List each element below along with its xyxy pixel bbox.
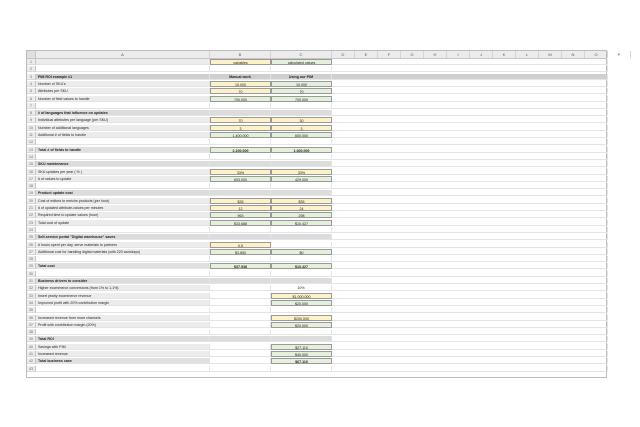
empty-cells[interactable]	[332, 117, 608, 123]
table-row	[27, 344, 606, 350]
column-header-a[interactable]: A	[36, 51, 210, 58]
table-row	[27, 81, 606, 87]
empty-cells[interactable]	[332, 205, 608, 211]
table-row	[27, 366, 606, 372]
cell-c-pim-value[interactable]: 10%	[271, 285, 332, 291]
cell-b-manual-value[interactable]	[210, 234, 271, 240]
table-row	[27, 96, 606, 102]
cell-b-manual-value[interactable]: 12	[210, 205, 271, 211]
cell-c-pim-value[interactable]: 298	[271, 212, 332, 218]
cell-b-manual-value[interactable]	[210, 271, 271, 277]
empty-cells[interactable]	[332, 139, 608, 145]
cell-b-manual-value[interactable]	[210, 256, 271, 262]
cell-a-label[interactable]	[36, 103, 210, 109]
cell-b-manual-value[interactable]	[210, 366, 271, 372]
cell-c-pim-value[interactable]	[271, 242, 332, 248]
empty-cells[interactable]	[332, 154, 608, 160]
column-header-f[interactable]: F	[378, 51, 401, 58]
empty-cells[interactable]	[332, 242, 608, 248]
cell-b-manual-value[interactable]: 70	[210, 88, 271, 94]
column-header-p[interactable]: P	[608, 51, 631, 58]
cell-c-pim-value[interactable]: 70	[271, 88, 332, 94]
cell-b-manual-value[interactable]	[210, 351, 271, 357]
row-number[interactable]: 17	[27, 176, 36, 182]
column-header-o[interactable]: O	[585, 51, 608, 58]
cell-c-pim-value[interactable]	[271, 227, 332, 233]
cell-b-manual-value[interactable]: 33%	[210, 169, 271, 175]
cell-b-manual-value[interactable]	[210, 293, 271, 299]
cell-b-manual-value[interactable]: Manual work	[210, 74, 271, 80]
empty-cells[interactable]	[332, 198, 608, 204]
cell-a-label[interactable]: Self-service portal "Digital warehouse" saves	[36, 234, 210, 240]
row-number[interactable]: 21	[27, 205, 36, 211]
cell-b-manual-value[interactable]: $37.538	[210, 263, 271, 269]
empty-cells[interactable]	[332, 190, 608, 196]
cell-c-pim-value[interactable]	[271, 329, 332, 335]
cell-c-pim-value[interactable]	[271, 66, 332, 72]
row-number[interactable]: 28	[27, 256, 36, 262]
row-number[interactable]: 24	[27, 227, 36, 233]
empty-cells[interactable]	[332, 366, 608, 372]
table-row	[27, 322, 606, 328]
table-row	[27, 227, 606, 233]
row-number[interactable]: 32	[27, 285, 36, 291]
table-row	[27, 329, 606, 335]
cell-a-label[interactable]	[36, 307, 210, 313]
empty-cells[interactable]	[332, 249, 608, 255]
empty-cells[interactable]	[332, 125, 608, 131]
table-row	[27, 249, 606, 255]
row-number[interactable]: 25	[27, 234, 36, 240]
cell-b-manual-value[interactable]	[210, 227, 271, 233]
row-number[interactable]: 4	[27, 81, 36, 87]
column-header-n[interactable]: N	[562, 51, 585, 58]
empty-cells[interactable]	[332, 88, 608, 94]
cell-a-label[interactable]: # hours spent per day, serve materials to partners	[36, 242, 210, 248]
cell-b-manual-value[interactable]	[210, 300, 271, 306]
column-header-i[interactable]: I	[447, 51, 470, 58]
empty-cells[interactable]	[332, 329, 608, 335]
cell-c-pim-value[interactable]: 700.000	[271, 96, 332, 102]
cell-c-pim-value[interactable]: $10.427	[271, 263, 332, 269]
cell-c-pim-value[interactable]: $0	[271, 249, 332, 255]
cell-a-label[interactable]: Improved profit with 20% contribution margin	[36, 300, 210, 306]
cell-a-label[interactable]	[36, 227, 210, 233]
empty-cells[interactable]	[332, 322, 608, 328]
table-row	[27, 242, 606, 248]
cell-a-label[interactable]: Individual attributes per language (per SKU)	[36, 117, 210, 123]
empty-cells[interactable]	[332, 344, 608, 350]
table-row	[27, 161, 606, 167]
cell-c-pim-value[interactable]: 429.000	[271, 176, 332, 182]
cell-b-manual-value[interactable]	[210, 329, 271, 335]
cell-a-label[interactable]: # of updated attribute-values per minutes	[36, 205, 210, 211]
cell-a-label[interactable]: Attributes per SKU	[36, 88, 210, 94]
table-row	[27, 256, 606, 262]
cell-c-pim-value[interactable]: $1.000.000	[271, 293, 332, 299]
cell-c-pim-value[interactable]	[271, 161, 332, 167]
cell-b-manual-value[interactable]: 2.100.000	[210, 147, 271, 153]
table-row	[27, 125, 606, 131]
row-number[interactable]: 33	[27, 293, 36, 299]
table-row	[27, 154, 606, 160]
cell-a-label[interactable]: Total cost of update	[36, 220, 210, 226]
row-number[interactable]: 2	[27, 66, 36, 72]
table-row	[27, 74, 606, 80]
empty-cells[interactable]	[332, 74, 608, 80]
cell-b-manual-value[interactable]: variables	[210, 59, 271, 65]
table-row	[27, 220, 606, 226]
row-number[interactable]: 14	[27, 154, 36, 160]
cell-a-label[interactable]: Total ROI	[36, 336, 210, 342]
row-number[interactable]: 42	[27, 358, 36, 364]
empty-cells[interactable]	[332, 132, 608, 138]
cell-a-label[interactable]: Product update cost	[36, 190, 210, 196]
cell-b-manual-value[interactable]: 70	[210, 117, 271, 123]
cell-c-pim-value[interactable]: $20.000	[271, 322, 332, 328]
row-number[interactable]: 31	[27, 278, 36, 284]
cell-b-manual-value[interactable]	[210, 336, 271, 342]
column-header-k[interactable]: K	[493, 51, 516, 58]
empty-cells[interactable]	[332, 147, 608, 153]
column-header-bar	[27, 51, 621, 59]
table-row	[27, 103, 606, 109]
cell-c-pim-value[interactable]: 30	[271, 117, 332, 123]
spreadsheet-grid[interactable]	[26, 50, 621, 378]
empty-cells[interactable]	[332, 285, 608, 291]
cell-c-pim-value[interactable]: $67.110	[271, 358, 332, 364]
cell-c-pim-value[interactable]	[271, 278, 332, 284]
row-number[interactable]: 22	[27, 212, 36, 218]
table-row	[27, 234, 606, 240]
empty-cells[interactable]	[332, 263, 608, 269]
empty-cells[interactable]	[332, 307, 608, 313]
cell-b-manual-value[interactable]: 693.000	[210, 176, 271, 182]
cell-c-pim-value[interactable]: $27.110	[271, 344, 332, 350]
cell-c-pim-value[interactable]: $200.000	[271, 315, 332, 321]
cell-c-pim-value[interactable]	[271, 366, 332, 372]
cell-c-pim-value[interactable]: 24	[271, 205, 332, 211]
table-row	[27, 205, 606, 211]
cell-b-manual-value[interactable]	[210, 161, 271, 167]
cell-b-manual-value[interactable]	[210, 154, 271, 160]
row-number[interactable]: 18	[27, 183, 36, 189]
empty-cells[interactable]	[332, 315, 608, 321]
cell-a-label[interactable]: Profit with contribution margin (20%)	[36, 322, 210, 328]
cell-a-label[interactable]: SKU updates per year ( % )	[36, 169, 210, 175]
table-row	[27, 278, 606, 284]
table-row	[27, 117, 606, 123]
empty-cells[interactable]	[332, 271, 608, 277]
empty-cells[interactable]	[332, 227, 608, 233]
empty-cells[interactable]	[332, 169, 608, 175]
row-number[interactable]: 7	[27, 103, 36, 109]
cell-c-pim-value[interactable]: 1.300.000	[271, 147, 332, 153]
table-row	[27, 336, 606, 342]
cell-c-pim-value[interactable]: $10.427	[271, 220, 332, 226]
empty-cells[interactable]	[332, 81, 608, 87]
cell-a-label[interactable]	[36, 256, 210, 262]
empty-cells[interactable]	[332, 293, 608, 299]
empty-cells[interactable]	[332, 183, 608, 189]
row-number[interactable]: 30	[27, 271, 36, 277]
table-row	[27, 285, 606, 291]
empty-cells[interactable]	[332, 256, 608, 262]
table-row	[27, 66, 606, 72]
row-number[interactable]: 26	[27, 242, 36, 248]
row-number[interactable]: 38	[27, 329, 36, 335]
row-number[interactable]: 41	[27, 351, 36, 357]
cell-a-label[interactable]: Cost of editors to enrichs products (per hour)	[36, 198, 210, 204]
cell-a-label[interactable]: PIM ROI example #1	[36, 74, 210, 80]
cell-a-label[interactable]	[36, 329, 210, 335]
cell-a-label[interactable]: Number of field values to handle	[36, 96, 210, 102]
cell-a-label[interactable]: Increased revenue	[36, 351, 210, 357]
table-row	[27, 183, 606, 189]
cell-c-pim-value[interactable]	[271, 183, 332, 189]
row-number[interactable]: 35	[27, 307, 36, 313]
row-number[interactable]: 39	[27, 336, 36, 342]
cell-c-pim-value[interactable]: calculated values	[271, 59, 332, 65]
row-number[interactable]: 3	[27, 74, 36, 80]
row-number[interactable]: 13	[27, 147, 36, 153]
cell-a-label[interactable]: # of values to update	[36, 176, 210, 182]
empty-cells[interactable]	[332, 103, 608, 109]
row-number[interactable]: 20	[27, 198, 36, 204]
table-row	[27, 169, 606, 175]
cell-c-pim-value[interactable]	[271, 139, 332, 145]
cell-b-manual-value[interactable]	[210, 110, 271, 116]
row-number[interactable]: 19	[27, 190, 36, 196]
cell-b-manual-value[interactable]: 700.000	[210, 96, 271, 102]
table-row	[27, 139, 606, 145]
cell-c-pim-value[interactable]: 33%	[271, 169, 332, 175]
cell-b-manual-value[interactable]	[210, 183, 271, 189]
cell-b-manual-value[interactable]	[210, 358, 271, 364]
cell-c-pim-value[interactable]	[271, 103, 332, 109]
empty-cells[interactable]	[332, 176, 608, 182]
cell-c-pim-value[interactable]: $20.000	[271, 300, 332, 306]
empty-cells[interactable]	[332, 351, 608, 357]
cell-c-pim-value[interactable]	[271, 307, 332, 313]
cell-a-label[interactable]: SKU maintenance	[36, 161, 210, 167]
cell-b-manual-value[interactable]	[210, 278, 271, 284]
cell-a-label[interactable]: Higher ecommerce conversions (from 1% to 1,1%)	[36, 285, 210, 291]
column-header-l[interactable]: L	[516, 51, 539, 58]
cell-a-label[interactable]	[36, 59, 210, 65]
cell-a-label[interactable]	[36, 66, 210, 72]
cell-a-label[interactable]: Business drivers to consider	[36, 278, 210, 284]
cell-c-pim-value[interactable]: 600.000	[271, 132, 332, 138]
row-number[interactable]: 16	[27, 169, 36, 175]
table-row	[27, 88, 606, 94]
row-number[interactable]: 5	[27, 88, 36, 94]
row-number[interactable]: 12	[27, 139, 36, 145]
empty-cells[interactable]	[332, 278, 608, 284]
cell-b-manual-value[interactable]: $3.850	[210, 249, 271, 255]
row-number[interactable]: 8	[27, 110, 36, 116]
cell-c-pim-value[interactable]	[271, 190, 332, 196]
table-row	[27, 351, 606, 357]
cell-a-label[interactable]: Required time to update values (hour)	[36, 212, 210, 218]
table-row	[27, 271, 606, 277]
row-number[interactable]: 43	[27, 366, 36, 372]
row-number[interactable]: 6	[27, 96, 36, 102]
column-header-c[interactable]: C	[271, 51, 332, 58]
cell-b-manual-value[interactable]: 0,5	[210, 242, 271, 248]
cell-b-manual-value[interactable]	[210, 285, 271, 291]
empty-cells[interactable]	[332, 220, 608, 226]
empty-cells[interactable]	[332, 96, 608, 102]
cell-b-manual-value[interactable]: $33.688	[210, 220, 271, 226]
empty-cells[interactable]	[332, 66, 608, 72]
cell-c-pim-value[interactable]	[271, 336, 332, 342]
cell-c-pim-value[interactable]: $35	[271, 198, 332, 204]
row-number[interactable]: 34	[27, 300, 36, 306]
cell-b-manual-value[interactable]: 3	[210, 125, 271, 131]
column-header-e[interactable]: E	[355, 51, 378, 58]
cell-b-manual-value[interactable]	[210, 315, 271, 321]
table-row	[27, 358, 606, 364]
empty-cells[interactable]	[332, 59, 608, 65]
table-row	[27, 263, 606, 269]
cell-b-manual-value[interactable]	[210, 66, 271, 72]
cell-a-label[interactable]	[36, 154, 210, 160]
column-header-j[interactable]: J	[470, 51, 493, 58]
row-number[interactable]: 10	[27, 125, 36, 131]
select-all-corner[interactable]	[27, 51, 36, 58]
table-row	[27, 110, 606, 116]
row-number[interactable]: 29	[27, 263, 36, 269]
empty-cells[interactable]	[332, 110, 608, 116]
row-number[interactable]: 15	[27, 161, 36, 167]
table-row	[27, 147, 606, 153]
table-row	[27, 307, 606, 313]
cell-c-pim-value[interactable]: $40.000	[271, 351, 332, 357]
empty-cells[interactable]	[332, 300, 608, 306]
cell-a-label[interactable]: Total # of fields to handle	[36, 147, 210, 153]
table-row	[27, 212, 606, 218]
cell-b-manual-value[interactable]: $35	[210, 198, 271, 204]
cell-a-label[interactable]	[36, 271, 210, 277]
cell-a-label[interactable]: Insert yearly ecommerce revenue	[36, 293, 210, 299]
empty-cells[interactable]	[332, 161, 608, 167]
table-row	[27, 59, 606, 65]
table-row	[27, 176, 606, 182]
cell-a-label[interactable]: Savings with PIM	[36, 344, 210, 350]
row-number[interactable]: 27	[27, 249, 36, 255]
cell-a-label[interactable]: Additional # of fields to handle	[36, 132, 210, 138]
empty-cells[interactable]	[332, 358, 608, 364]
table-row	[27, 315, 606, 321]
cell-b-manual-value[interactable]	[210, 103, 271, 109]
empty-cells[interactable]	[332, 212, 608, 218]
cell-a-label[interactable]: Total business case	[36, 358, 210, 364]
cell-a-label[interactable]	[36, 366, 210, 372]
cell-b-manual-value[interactable]	[210, 307, 271, 313]
cell-c-pim-value[interactable]	[271, 154, 332, 160]
cell-c-pim-value[interactable]	[271, 110, 332, 116]
row-number[interactable]: 23	[27, 220, 36, 226]
cell-b-manual-value[interactable]: 10.000	[210, 81, 271, 87]
table-row	[27, 132, 606, 138]
cell-c-pim-value[interactable]: Using our PIM	[271, 74, 332, 80]
cell-a-label[interactable]: Number of additional languages	[36, 125, 210, 131]
row-number[interactable]: 36	[27, 315, 36, 321]
row-number[interactable]: 1	[27, 59, 36, 65]
row-number[interactable]: 40	[27, 344, 36, 350]
table-row	[27, 293, 606, 299]
cell-b-manual-value[interactable]	[210, 344, 271, 350]
cell-c-pim-value[interactable]: 3	[271, 125, 332, 131]
cell-a-label[interactable]: Increased revenue from more channels	[36, 315, 210, 321]
column-header-b[interactable]: B	[210, 51, 271, 58]
cell-b-manual-value[interactable]	[210, 190, 271, 196]
column-header-d[interactable]: D	[332, 51, 355, 58]
cell-a-label[interactable]: Number of SKU's	[36, 81, 210, 87]
cell-b-manual-value[interactable]	[210, 139, 271, 145]
row-number[interactable]: 9	[27, 117, 36, 123]
cell-a-label[interactable]: # of languages that influence on updates	[36, 110, 210, 116]
table-row	[27, 190, 606, 196]
cell-c-pim-value[interactable]	[271, 234, 332, 240]
cell-a-label[interactable]: Total cost	[36, 263, 210, 269]
row-number[interactable]: 11	[27, 132, 36, 138]
column-header-m[interactable]: M	[539, 51, 562, 58]
cell-a-label[interactable]	[36, 183, 210, 189]
cell-b-manual-value[interactable]	[210, 322, 271, 328]
cell-a-label[interactable]	[36, 139, 210, 145]
cell-c-pim-value[interactable]: 10.000	[271, 81, 332, 87]
row-number[interactable]: 37	[27, 322, 36, 328]
empty-cells[interactable]	[332, 234, 608, 240]
column-header-g[interactable]: G	[401, 51, 424, 58]
empty-cells[interactable]	[332, 336, 608, 342]
table-row	[27, 198, 606, 204]
cell-b-manual-value[interactable]: 1.400.000	[210, 132, 271, 138]
table-row	[27, 300, 606, 306]
cell-b-manual-value[interactable]: 963	[210, 212, 271, 218]
cell-c-pim-value[interactable]	[271, 271, 332, 277]
cell-c-pim-value[interactable]	[271, 256, 332, 262]
cell-a-label[interactable]: Additional cost for handling digital materials (with 220 workdays)	[36, 249, 210, 255]
column-header-h[interactable]: H	[424, 51, 447, 58]
